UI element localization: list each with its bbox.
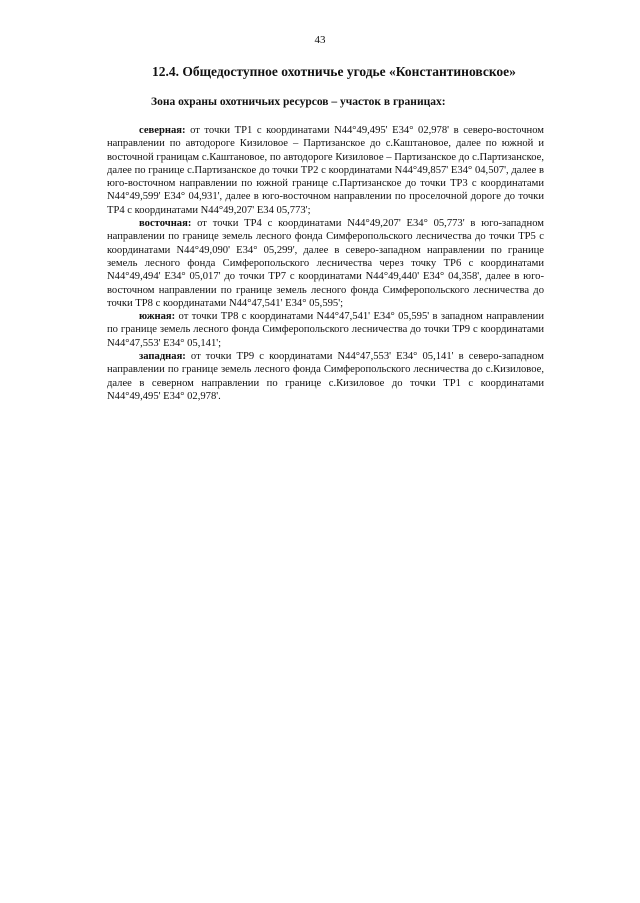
zone-subtitle: Зона охраны охотничьих ресурсов – участок в границах: (151, 96, 446, 108)
boundary-west-text: от точки TP9 с координатами N44°47,553' E34° 05,141' в северо-западном направлении по границе земель лесного фонда Симферопольского лесничества до с.Кизиловое, далее в северном направлении по границе с.Кизиловое до точки TP1 с координатами N44°49,495' E34° 02,978'. (107, 351, 544, 402)
boundary-east-paragraph (107, 217, 544, 310)
page-number: 43 (314, 34, 326, 46)
boundary-description (107, 124, 544, 403)
boundary-east-text: от точки TP4 с координатами N44°49,207' E34° 05,773' в юго-западном направлении по границе земель лесного фонда Симферопольского лесничества до точки TP5 с координатами N44°49,090' E34° 05,299', далее в северо-западном направлении по границе земель лесного фонда Симферопольского лесничества через точку TP6 с координатами N44°49,494' E34° 05,017' до точки TP7 с координатами N44°49,440' E34° 04,358', далее в юго-восточном направлении по границе земель лесного фонда Симферопольского лесничества до точки TP8 с координатами N44°47,541' E34° 05,595'; (107, 218, 544, 309)
boundary-south-text: от точки TP8 с координатами N44°47,541' E34° 05,595' в западном направлении по границе земель лесного фонда Симферопольского лесничества до точки TP9 с координатами N44°47,553' E34° 05,141'; (107, 311, 544, 349)
boundary-west-label: западная: (139, 351, 186, 363)
section-title: 12.4. Общедоступное охотничье угодье «Константиновское» (152, 64, 516, 79)
boundary-south-paragraph (107, 310, 544, 350)
boundary-south-label: южная: (139, 311, 176, 323)
boundary-north-label: северная: (139, 125, 186, 136)
boundary-north-text: от точки TP1 с координатами N44°49,495' E34° 02,978' в северо-восточном направлении по автодороге Кизиловое – Партизанское до с.Каштановое, далее по южной и восточной границам с.Каштановое, по автодороге Кизиловое – Партизанское до с.Партизанское, далее по границе с.Партизанское до точки TP2 с координатами N44°49,857' E34° 04,507', далее в юго-восточном направлении по южной границе с.Партизанское до точки TP3 с координатами N44°49,599' E34° 04,931', далее в юго-восточном направлении по проселочной дороге до точки TP4 с координатами N44°49,207' E34 05,773'; (107, 125, 544, 216)
boundary-north-paragraph (107, 124, 544, 217)
boundary-west-paragraph (107, 350, 544, 403)
boundary-east-label: восточная: (139, 218, 192, 230)
